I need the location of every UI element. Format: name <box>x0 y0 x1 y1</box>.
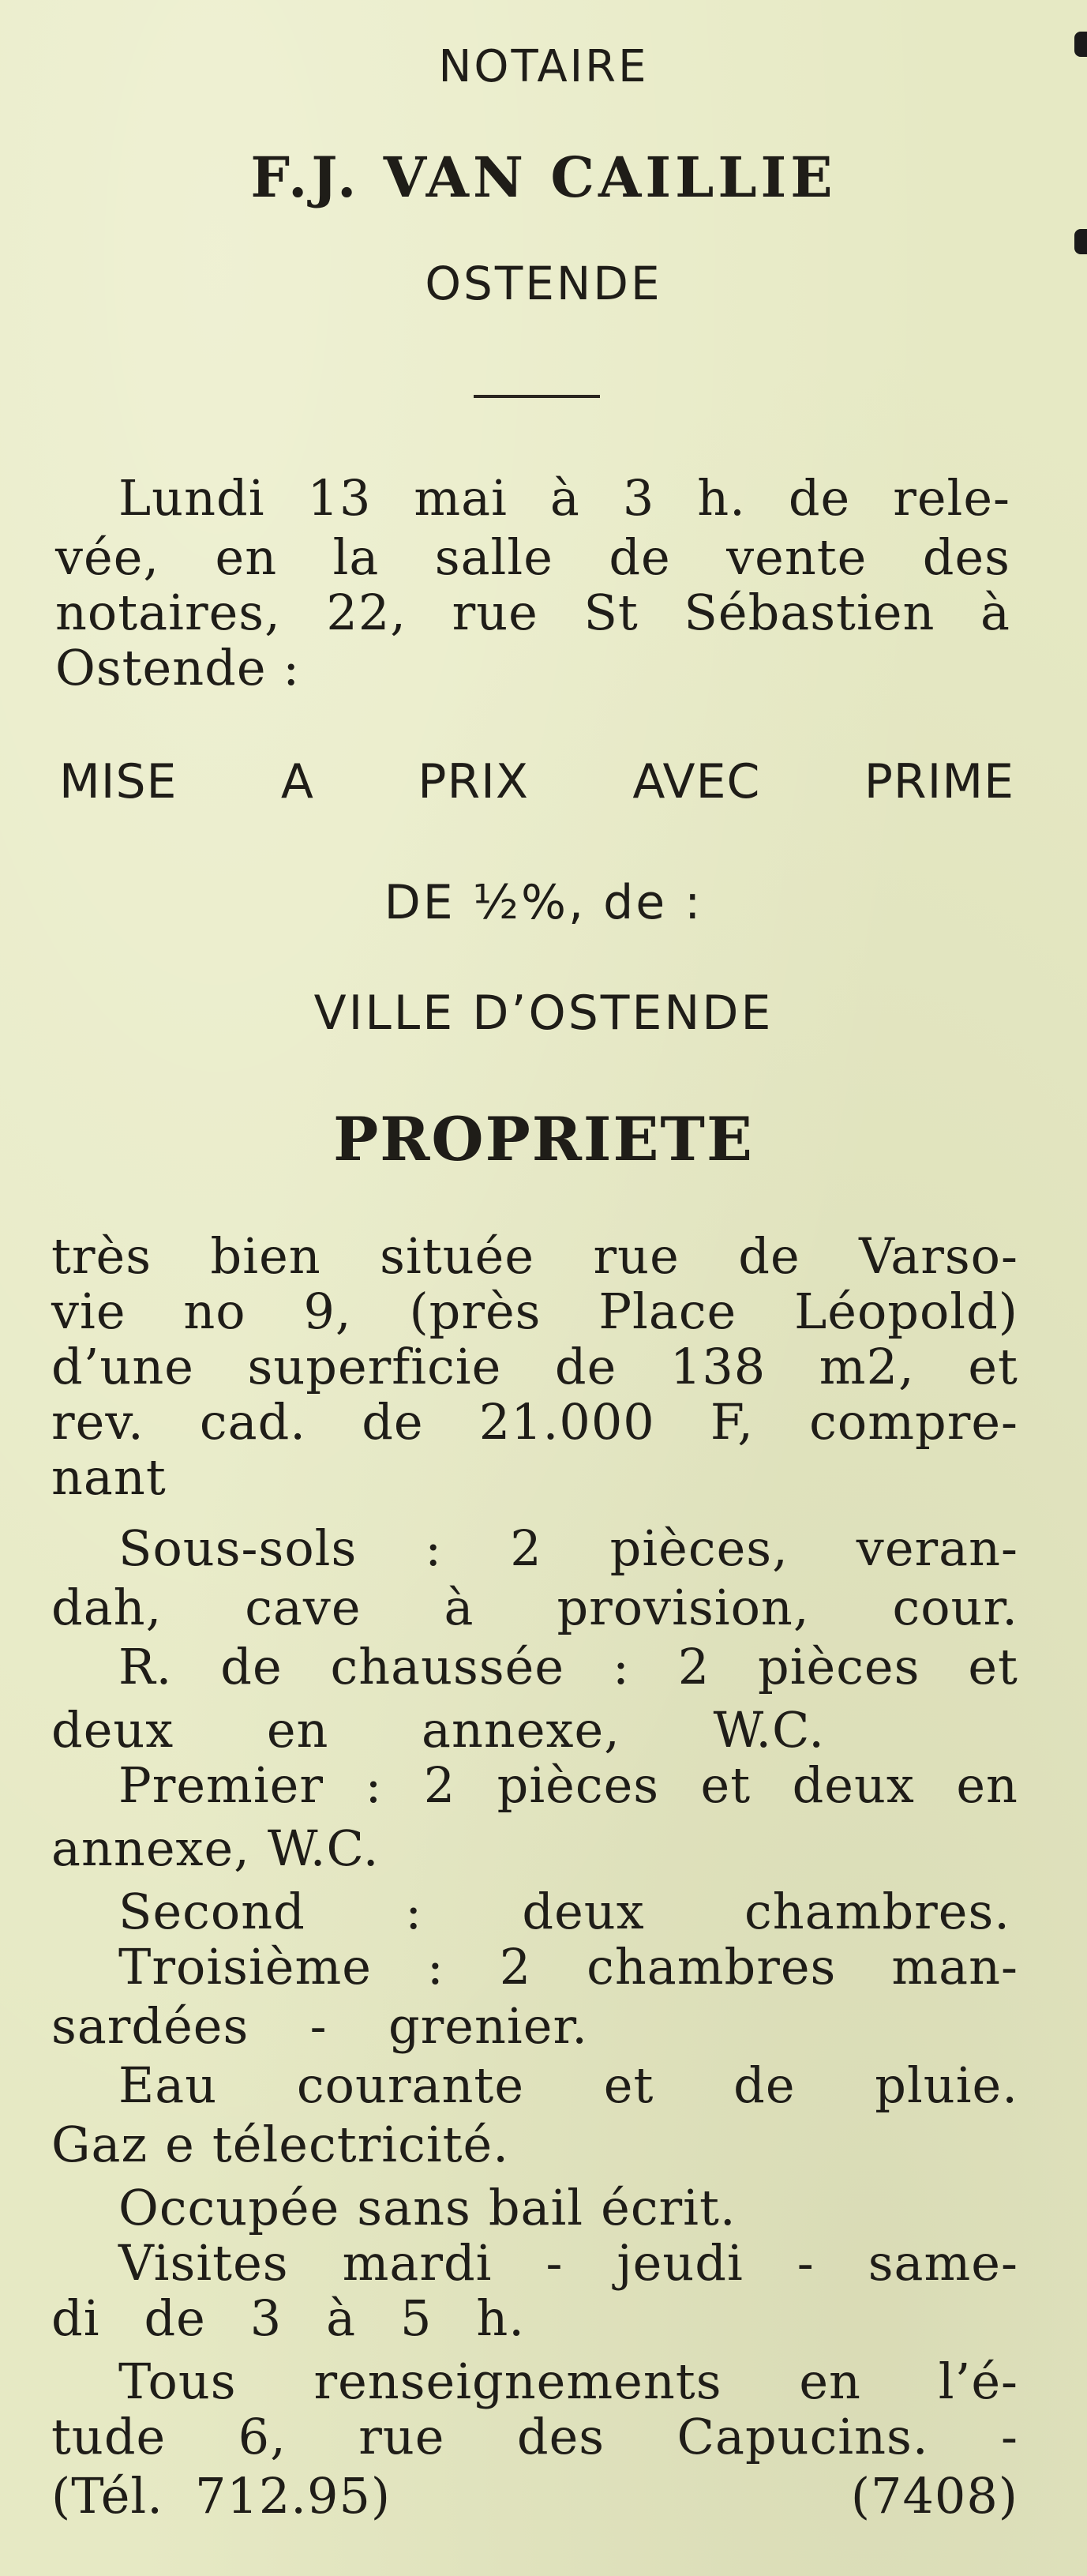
property-word: cave <box>245 1579 362 1636</box>
property-line <box>51 1393 1018 1451</box>
intro-word: h. <box>697 469 746 527</box>
property-word: jeudi <box>617 2234 744 2292</box>
offer-line-3: VILLE D’OSTENDE <box>313 986 774 1041</box>
property-word: - <box>797 2234 815 2292</box>
intro-word: la <box>332 528 380 586</box>
intro-word: à <box>549 469 580 527</box>
property-word: deux <box>522 1883 645 1940</box>
property-word: Capucins. <box>677 2408 929 2465</box>
property-word: 2 <box>677 1638 710 1695</box>
property-word: de <box>220 1638 283 1695</box>
property-word: d’une <box>51 1338 194 1395</box>
intro-word: 13 <box>307 469 372 527</box>
property-word: Premier <box>118 1756 324 1814</box>
intro-word: en <box>215 528 278 586</box>
property-word: cad. <box>199 1393 306 1451</box>
intro-line-3 <box>55 584 1010 641</box>
property-word: sans <box>357 2179 471 2236</box>
offer-word: MISE <box>59 754 178 809</box>
property-word: de <box>144 2289 206 2347</box>
property-line <box>118 2179 737 2236</box>
property-word: pièces <box>497 1756 660 1814</box>
property-word: 3 <box>249 2289 283 2347</box>
offer-word: PRIME <box>864 754 1014 809</box>
property-word: écrit. <box>601 2179 737 2236</box>
intro-word: de <box>788 469 851 527</box>
property-word: - <box>309 1997 328 2055</box>
intro-word: 22, <box>326 584 407 641</box>
property-word: et <box>603 2056 654 2114</box>
property-line <box>51 1701 825 1759</box>
property-word: Sous-sols <box>118 1519 358 1577</box>
property-line <box>51 1338 1018 1395</box>
property-line <box>51 1448 167 1506</box>
property-word: - <box>1001 2408 1018 2465</box>
property-word: en <box>956 1756 1018 1814</box>
property-word: 5 <box>399 2289 433 2347</box>
property-word: bien <box>210 1227 321 1285</box>
property-line <box>118 1883 1010 1940</box>
property-line <box>51 1227 1018 1285</box>
property-word: annexe, <box>51 1819 250 1877</box>
notary-name: F.J. VAN CAILLIE <box>250 145 837 210</box>
property-word: Place <box>598 1282 737 1340</box>
edge-mark <box>1074 229 1087 254</box>
property-word: di <box>51 2289 100 2347</box>
property-line <box>51 1579 1018 1636</box>
property-word: (près <box>409 1282 542 1340</box>
property-word: 712.95) <box>194 2467 392 2525</box>
property-word: 21.000 <box>478 1393 655 1451</box>
property-word: 6, <box>238 2408 287 2465</box>
property-word: cour. <box>892 1579 1018 1636</box>
property-word: : <box>612 1638 630 1695</box>
property-line <box>51 2116 509 2173</box>
property-word: rev. <box>51 1393 144 1451</box>
property-word: grenier. <box>388 1997 588 2055</box>
header-title: NOTAIRE <box>438 41 649 92</box>
intro-line-2 <box>55 528 1010 586</box>
property-word: chambres <box>587 1938 837 1996</box>
property-word: compre- <box>809 1393 1018 1451</box>
property-word: sardées <box>51 1997 249 2055</box>
property-word: : <box>405 1883 423 1940</box>
intro-word: vente <box>726 528 868 586</box>
intro-word: Lundi <box>118 469 265 527</box>
property-word: Visites <box>118 2234 289 2292</box>
property-line <box>51 2289 525 2347</box>
property-word: vie <box>51 1282 126 1340</box>
property-line <box>118 2353 1018 2410</box>
property-word: rue <box>593 1227 680 1285</box>
property-word: (7408) <box>850 2467 1018 2525</box>
property-word: veran- <box>856 1519 1018 1577</box>
property-word: (Tél. <box>51 2467 163 2525</box>
header-city: OSTENDE <box>425 257 662 310</box>
property-word: 2 <box>510 1519 542 1577</box>
property-word: télectricité. <box>212 2116 509 2173</box>
property-word: de <box>738 1227 800 1285</box>
property-word: Léopold) <box>794 1282 1018 1340</box>
property-word: no <box>183 1282 246 1340</box>
property-word: : <box>425 1519 443 1577</box>
property-word: - <box>545 2234 564 2292</box>
property-word: en <box>266 1701 329 1759</box>
property-line <box>118 1756 1018 1814</box>
property-line <box>118 1638 1018 1695</box>
intro-word: rele- <box>893 469 1010 527</box>
property-line <box>51 2467 1018 2525</box>
property-word: bail <box>488 2179 584 2236</box>
property-word: en <box>799 2353 861 2410</box>
property-word: h. <box>476 2289 525 2347</box>
property-line <box>51 1282 1018 1340</box>
intro-line-4: Ostende : <box>55 639 301 697</box>
intro-word: salle <box>434 528 553 586</box>
property-line <box>118 1519 1018 1577</box>
property-word: man- <box>891 1938 1018 1996</box>
property-word: à <box>326 2289 357 2347</box>
property-word: W.C. <box>713 1701 825 1759</box>
property-word: chambres. <box>744 1883 1010 1940</box>
property-word: R. <box>118 1638 173 1695</box>
intro-word: notaires, <box>55 584 281 641</box>
property-word: annexe, <box>422 1701 620 1759</box>
property-word: courante <box>296 2056 525 2114</box>
property-word: très <box>51 1227 152 1285</box>
property-word: et <box>700 1756 752 1814</box>
property-word: m2, <box>819 1338 915 1395</box>
property-word: des <box>516 2408 605 2465</box>
property-word: Tous <box>118 2353 237 2410</box>
intro-word: de <box>609 528 671 586</box>
property-line <box>118 2056 1018 2114</box>
property-word: Second <box>118 1883 305 1940</box>
offer-word: A <box>280 754 314 809</box>
property-word: pluie. <box>875 2056 1018 2114</box>
property-word: Varso- <box>859 1227 1018 1285</box>
property-line <box>51 2408 1018 2465</box>
property-word: dah, <box>51 1579 163 1636</box>
property-word: rue <box>358 2408 445 2465</box>
property-word: renseignements <box>313 2353 722 2410</box>
property-word: mardi <box>342 2234 493 2292</box>
intro-word: des <box>922 528 1010 586</box>
property-word: nant <box>51 1448 167 1506</box>
intro-word: rue <box>452 584 538 641</box>
property-word: de <box>362 1393 424 1451</box>
property-line <box>118 1938 1018 1996</box>
property-word: superficie <box>247 1338 502 1395</box>
property-word: deux <box>792 1756 915 1814</box>
property-word: same- <box>868 2234 1018 2292</box>
property-line <box>118 2234 1018 2292</box>
property-word: 2 <box>423 1756 456 1814</box>
property-word: deux <box>51 1701 174 1759</box>
property-word: 138 <box>669 1338 767 1395</box>
property-word: 2 <box>499 1938 532 1996</box>
offer-word: AVEC <box>632 754 761 809</box>
property-word: Eau <box>118 2056 218 2114</box>
property-word: e <box>165 2116 195 2173</box>
divider-rule <box>474 395 600 398</box>
property-word: l’é- <box>938 2353 1018 2410</box>
property-word: et <box>968 1338 1018 1395</box>
intro-word: à <box>980 584 1010 641</box>
offer-line-1 <box>59 754 1014 809</box>
property-word: de <box>733 2056 796 2114</box>
offer-line-2: DE ½%, de : <box>384 875 703 930</box>
property-word: Gaz <box>51 2116 148 2173</box>
property-word: 9, <box>303 1282 352 1340</box>
property-line <box>51 1819 380 1877</box>
property-word: : <box>426 1938 444 1996</box>
property-word: Troisième <box>118 1938 372 1996</box>
property-word: située <box>380 1227 535 1285</box>
property-word: à <box>444 1579 474 1636</box>
intro-word: 3 <box>622 469 655 527</box>
property-word: pièces, <box>609 1519 789 1577</box>
property-word: : <box>365 1756 383 1814</box>
intro-line-1 <box>118 469 1010 527</box>
property-title: PROPRIETE <box>333 1104 754 1174</box>
property-word: pièces <box>758 1638 920 1695</box>
intro-word: mai <box>414 469 508 527</box>
property-word: et <box>968 1638 1018 1695</box>
property-word: tude <box>51 2408 167 2465</box>
intro-word: vée, <box>55 528 160 586</box>
intro-word: Sébastien <box>684 584 935 641</box>
property-word: de <box>554 1338 617 1395</box>
property-word: provision, <box>557 1579 810 1636</box>
property-word: W.C. <box>267 1819 380 1877</box>
offer-word: PRIX <box>418 754 529 809</box>
property-line <box>51 1997 588 2055</box>
intro-word: St <box>583 584 639 641</box>
property-word: Occupée <box>118 2179 340 2236</box>
property-word: chaussée <box>330 1638 565 1695</box>
property-word: F, <box>710 1393 754 1451</box>
